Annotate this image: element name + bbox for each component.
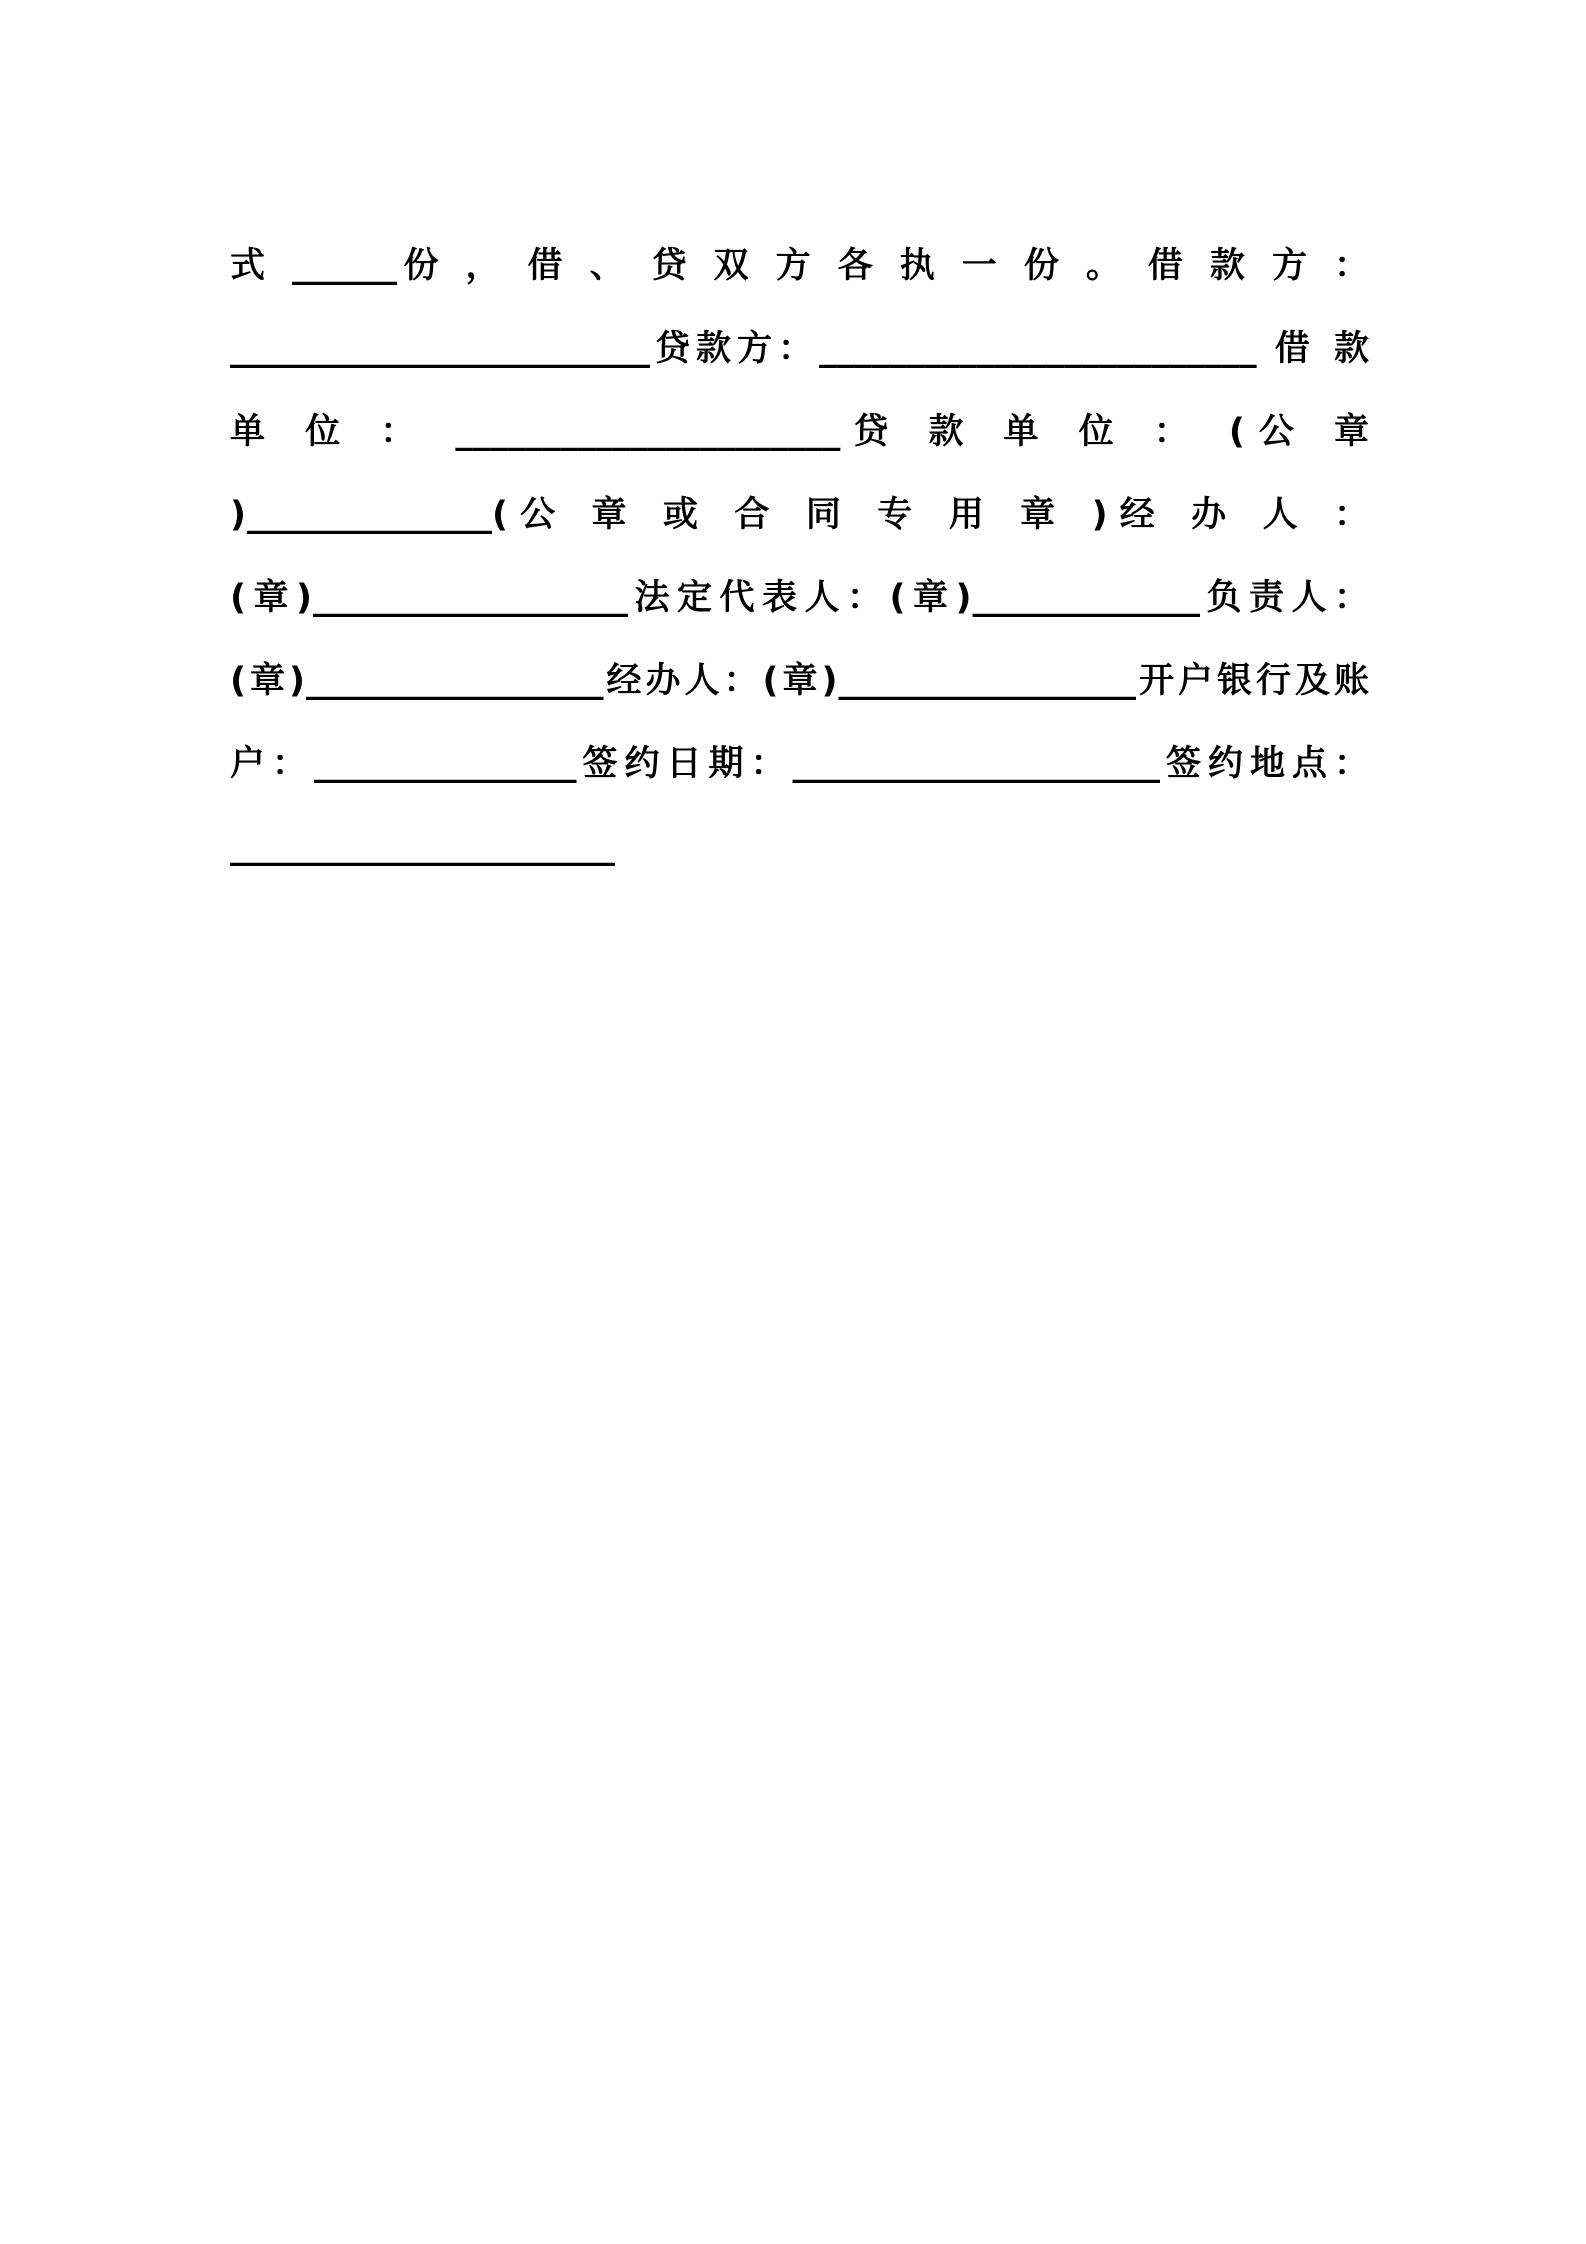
signing-date-label: 签约日期： (576, 744, 793, 784)
person-in-charge-label: 负责人：(章) (230, 578, 1370, 701)
borrower-blank: ________________________ (230, 329, 650, 369)
legal-representative-blank: _____________ (972, 578, 1200, 618)
borrower-unit-label: 借 款 单 位 ： (230, 329, 1370, 452)
lender-label: 贷款方： (650, 329, 820, 369)
signing-place-blank: ______________________ (230, 827, 615, 867)
borrower-unit-blank: ______________________ (455, 412, 841, 452)
signing-date-blank: _____________________ (792, 744, 1160, 784)
signing-place-label: 签约地点： (1159, 744, 1370, 784)
contract-signature-block (230, 225, 1370, 889)
borrower-seal-blank: ______________ (247, 495, 492, 535)
handler-blank-2: _________________ (838, 661, 1136, 701)
legal-representative-label: 法定代表人：(章) (628, 578, 973, 618)
contract-seal-handler-label: (公 章 或 合 同 专 用 章 )经 办 人 ： (章) (230, 495, 1370, 618)
bank-account-blank: _______________ (314, 744, 577, 784)
lender-blank: _________________________ (819, 329, 1257, 369)
text-segment: 式 (230, 246, 293, 286)
lender-unit-label: 贷 款 单 位 ： (公 章 ) (230, 412, 1370, 535)
text-segment: 份 ， 借 、 贷 双 方 各 执 一 份 。 借 款 方 ： (397, 246, 1371, 286)
handler-label: 经办人：(章) (603, 661, 839, 701)
blank-line: ______ (292, 246, 398, 286)
handler-blank: __________________ (313, 578, 628, 618)
bank-account-label: 开户银行及账户： (230, 661, 1370, 784)
person-in-charge-blank: _________________ (306, 661, 604, 701)
